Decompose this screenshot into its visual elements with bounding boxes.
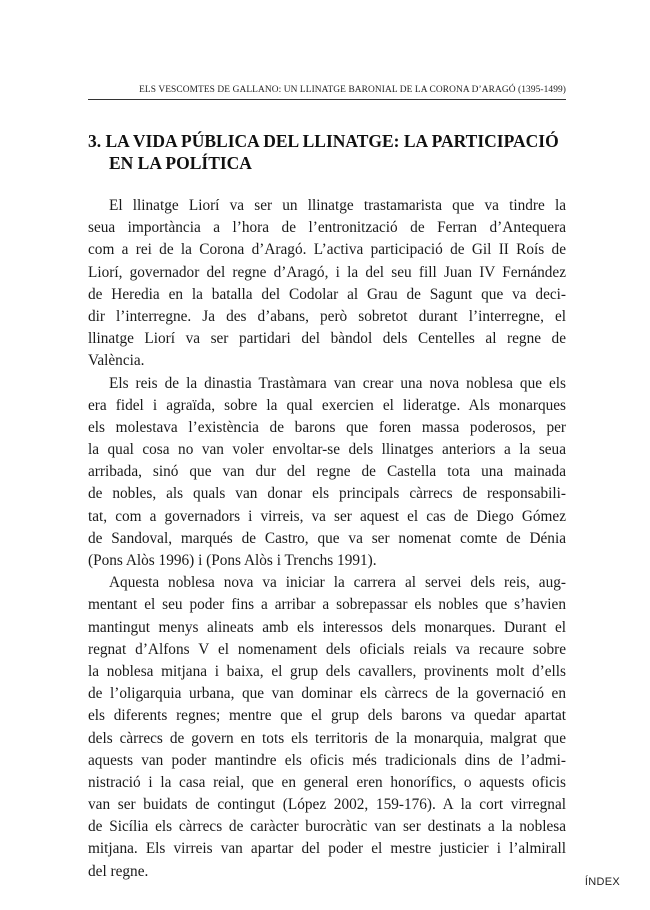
text-line: mitjana. Els virreis van apartar del poder el mestre justicier i l’almirall bbox=[88, 840, 566, 858]
section-title-line-1: 3. LA VIDA PÚBLICA DEL LLINATGE: LA PARTICIPACIÓ bbox=[88, 131, 559, 151]
text-line: tat, com a governadors i virreis, va ser aquest el cas de Diego Gómez bbox=[88, 507, 566, 525]
text-line: mentant el seu poder fins a arribar a sobrepassar els nobles que s’havien bbox=[88, 596, 566, 614]
body-text bbox=[88, 195, 566, 883]
text-line: van ser buidats de contingut (López 2002, 159-176). A la cort virregnal bbox=[88, 796, 566, 814]
text-line: Els reis de la dinastia Trastàmara van crear una nova noblesa que els bbox=[109, 374, 566, 392]
section-title bbox=[88, 130, 566, 174]
text-line: com a rei de la Corona d’Aragó. L’activa participació de Gil II Roís de bbox=[88, 241, 566, 259]
paragraph-3 bbox=[88, 572, 566, 883]
paragraph-1 bbox=[88, 195, 566, 373]
text-line: nistració i la casa reial, que en general eren honorífics, o aquests oficis bbox=[88, 773, 566, 791]
text-line: (Pons Alòs 1996) i (Pons Alòs i Trenchs 1991). bbox=[88, 552, 377, 569]
text-line: els molestava l’existència de barons que foren massa poderosos, per bbox=[88, 418, 566, 436]
text-line: El llinatge Liorí va ser un llinatge trastamarista que va tindre la bbox=[109, 197, 566, 214]
text-line: la qual cosa no van voler envoltar-se dels llinatges anteriors a la seua bbox=[88, 441, 566, 459]
text-line: aquests van poder mantindre els oficis més tradicionals dins de l’admi- bbox=[88, 751, 566, 769]
running-header: ELS VESCOMTES DE GALLANO: UN LLINATGE BARONIAL DE LA CORONA D’ARAGÓ (1395-1499) bbox=[139, 85, 566, 95]
text-line: del regne. bbox=[88, 862, 149, 880]
text-line: València. bbox=[88, 352, 145, 370]
text-line: Aquesta noblesa nova va iniciar la carrera al servei dels reis, aug- bbox=[109, 574, 566, 592]
text-line: de Sicília els càrrecs de caràcter burocràtic van ser destinats a la noblesa bbox=[88, 818, 566, 836]
text-line: llinatge Liorí va ser partidari del bàndol dels Centelles al regne de bbox=[88, 330, 566, 348]
text-line: dir l’interregne. Ja des d’abans, però sobretot durant l’interregne, el bbox=[88, 307, 566, 325]
text-line: regnat d’Alfons V el nomenament dels oficials reials va recaure sobre bbox=[88, 640, 566, 658]
text-line: Liorí, governador del regne d’Aragó, i la del seu fill Juan IV Fernández bbox=[88, 263, 566, 281]
text-line: dels càrrecs de govern en tots els territoris de la monarquia, malgrat que bbox=[88, 729, 566, 747]
text-line: de Heredia en la batalla del Codolar al Grau de Sagunt que va deci- bbox=[88, 285, 566, 303]
section-title-line-2: EN LA POLÍTICA bbox=[109, 153, 252, 173]
text-line: de nobles, als quals van donar els principals càrrecs de responsabili- bbox=[88, 485, 566, 503]
text-line: arribada, sinó que van dur del regne de Castella tota una mainada bbox=[88, 463, 566, 481]
header-divider bbox=[88, 99, 566, 100]
text-line: mantingut menys alineats amb els interessos dels monarques. Durant el bbox=[88, 618, 566, 636]
text-line: els diferents regnes; mentre que el grup dels barons va quedar apartat bbox=[88, 707, 566, 725]
text-line: de Sandoval, marqués de Castro, que va ser nomenat comte de Dénia bbox=[88, 529, 566, 547]
text-line: era fidel i agraïda, sobre la qual exercien el lideratge. Als monarques bbox=[88, 396, 566, 414]
text-line: seua importància a l’hora de l’entronització de Ferran d’Antequera bbox=[88, 219, 566, 237]
text-line: de l’oligarquia urbana, que van dominar els càrrecs de la governació en bbox=[88, 685, 566, 703]
index-link[interactable]: ÍNDEX bbox=[584, 876, 620, 888]
text-line: la noblesa mitjana i baixa, el grup dels cavallers, provinents molt d’ells bbox=[88, 662, 566, 680]
paragraph-2 bbox=[88, 373, 566, 573]
